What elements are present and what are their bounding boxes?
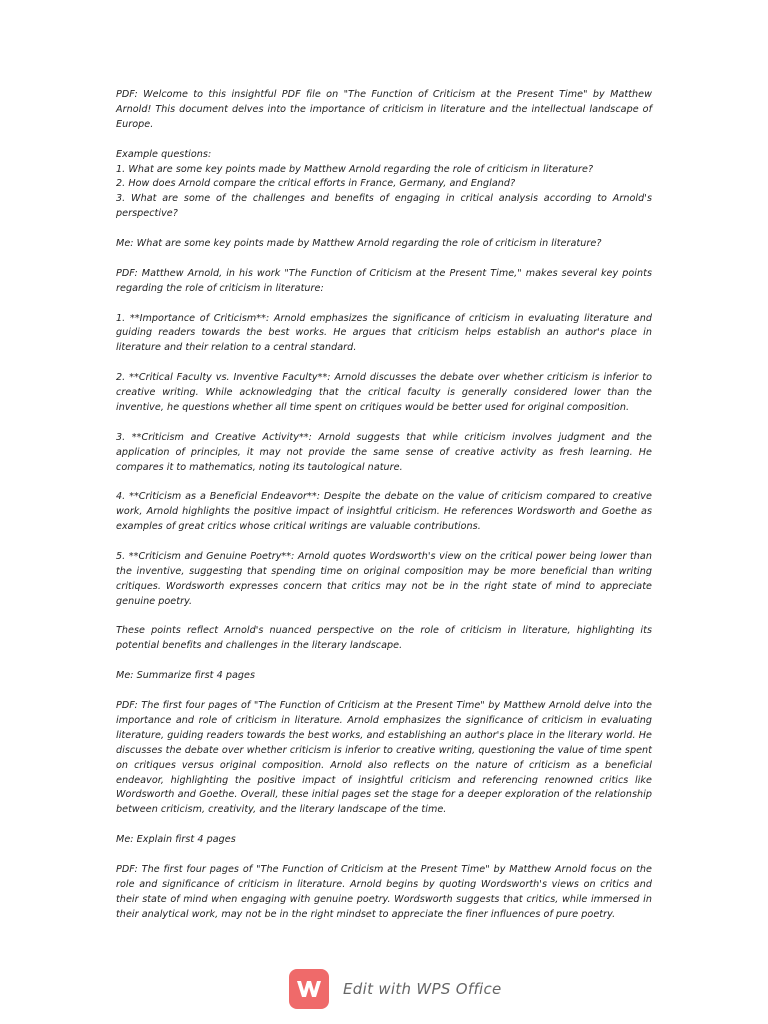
example-question-3: 3. What are some of the challenges and benefits of engaging in critical analysis according to Arnold's perspective? — [116, 193, 652, 220]
intro-paragraph: PDF: Welcome to this insightful PDF file on "The Function of Criticism at the Present Time" by Matthew Arnold! This document delves into the importance of criticism in literature and the intellectual landscape of Europe. — [116, 89, 652, 130]
answer-1-conclusion: These points reflect Arnold's nuanced perspective on the role of criticism in literature, highlighting its potential benefits and challenges in the literary landscape. — [116, 625, 652, 652]
document-body — [116, 88, 652, 937]
example-question-1: 1. What are some key points made by Matthew Arnold regarding the role of criticism in literature? — [116, 163, 594, 175]
point-5: 5. **Criticism and Genuine Poetry**: Arnold quotes Wordsworth's view on the critical power being lower than the inventive, suggesting that spending time on original composition may be more beneficial than writing critiques. Wordsworth expresses concern that critics may not be in the right state of mind to appreciate genuine poetry. — [116, 550, 652, 607]
example-question-2: 2. How does Arnold compare the critical efforts in France, Germany, and England? — [116, 178, 516, 190]
answer-3: PDF: The first four pages of "The Function of Criticism at the Present Time" by Matthew Arnold focus on the role and significance of criticism in literature. Arnold begins by quoting Wordsworth's views on critics and their state of mind when engaging with genuine poetry. Wordsworth suggests that critics, while immersed in their analytical work, may not be in the right mindset to appreciate the finer influences of pure poetry. — [116, 863, 652, 920]
answer-2: PDF: The first four pages of "The Function of Criticism at the Present Time" by Matthew Arnold delve into the importance and role of criticism in literature. Arnold emphasizes the significance of criticism in evaluating literature, guiding readers towards the best works, and establishing an author's place in the literary world. He discusses the debate over whether criticism is inferior to creative writing, questioning the value of time spent on critiques versus original composition. Arnold also reflects on the nature of criticism as a beneficial endeavor, highlighting the positive impact of insightful criticism and referencing renowned critics like Wordsworth and Goethe. Overall, these initial pages set the stage for a deeper exploration of the relationship between criticism, creativity, and the literary landscape of the time. — [116, 699, 652, 816]
wps-office-logo-icon — [289, 969, 329, 1009]
wps-edit-label[interactable]: Edit with WPS Office — [343, 980, 502, 998]
example-heading: Example questions: — [116, 148, 212, 160]
point-4: 4. **Criticism as a Beneficial Endeavor**: Despite the debate on the value of criticism compared to creative work, Arnold highlights the positive impact of insightful criticism. He references Wordsworth and Goethe as examples of great critics whose critical writings are valuable contributions. — [116, 491, 652, 533]
point-1: 1. **Importance of Criticism**: Arnold emphasizes the significance of criticism in evaluating literature and guiding readers towards the best works. He argues that criticism helps establish an author's place in literature and their relation to a central standard. — [116, 312, 652, 354]
example-questions — [116, 148, 652, 223]
me-question-1: Me: What are some key points made by Matthew Arnold regarding the role of criticism in literature? — [116, 238, 602, 250]
me-question-3: Me: Explain first 4 pages — [116, 834, 236, 846]
point-3: 3. **Criticism and Creative Activity**: Arnold suggests that while criticism involves judgment and the application of principles, it may not provide the same sense of creative activity as fresh learning. He compares it to mathematics, noting its tautological nature. — [116, 431, 652, 473]
wps-watermark[interactable] — [289, 969, 502, 1009]
point-2: 2. **Critical Faculty vs. Inventive Faculty**: Arnold discusses the debate over whether criticism is inferior to creative writing. While acknowledging that the critical faculty is generally considered lower than the inventive, he questions whether all time spent on critiques would be better used for original composition. — [116, 372, 652, 413]
answer-1-intro: PDF: Matthew Arnold, in his work "The Function of Criticism at the Present Time," makes several key points regarding the role of criticism in literature: — [116, 267, 652, 294]
me-question-2: Me: Summarize first 4 pages — [116, 670, 256, 682]
